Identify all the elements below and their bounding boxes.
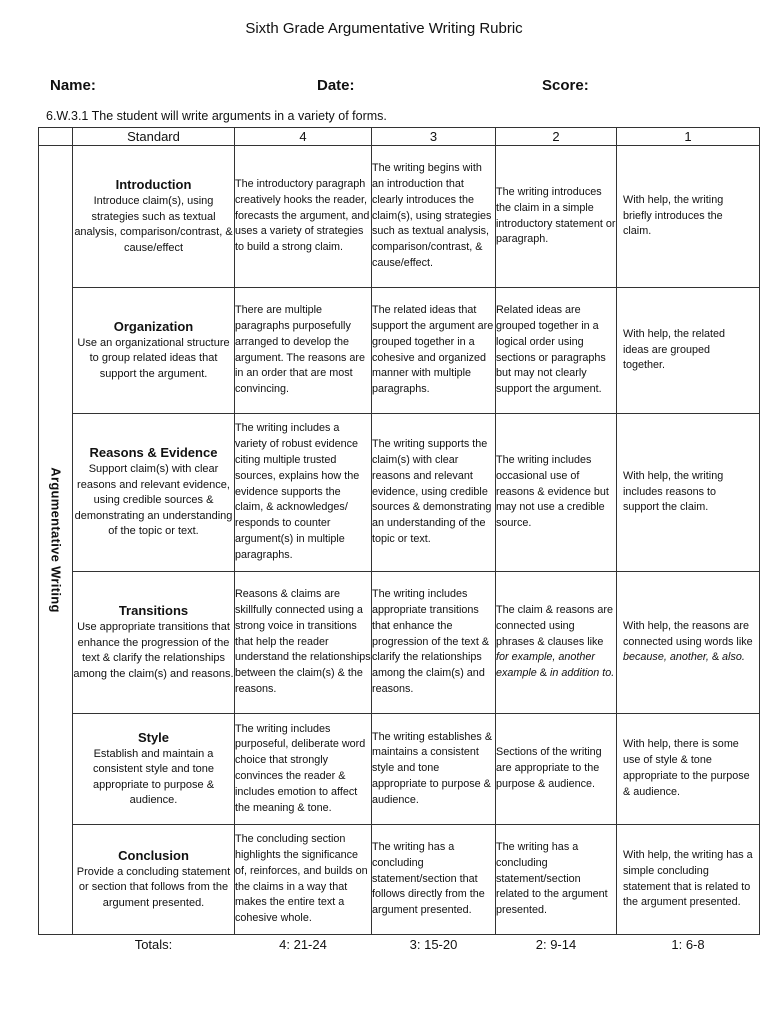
score3-cell: The writing supports the claim(s) with clear reasons and relevant evidence, using credible sources & demonstrating an understanding of the topic or text. — [372, 414, 496, 572]
score2-text: The claim & reasons are connected using phrases & clauses like — [496, 604, 614, 648]
score-label: Score: — [542, 77, 589, 94]
table-row — [39, 825, 760, 935]
standard-description: Use an organizational structure to group related ideas that support the argument. — [77, 336, 230, 380]
score1-cell: With help, the writing briefly introduces the claim. — [617, 146, 760, 288]
standard-title: Style — [137, 729, 170, 745]
score2-example-phrases: for example, another example — [496, 651, 596, 680]
score4-cell: The writing includes purposeful, deliberate word choice that strongly convinces the reader & includes emotion to affect the meaning & tone. — [235, 714, 372, 825]
score1-example-words: because, another, — [623, 651, 709, 664]
table-row — [39, 714, 760, 825]
standard-description: Introduce claim(s), using strategies such as textual analysis, comparison/contrast, & cause/effect — [74, 195, 233, 254]
standard-description: Support claim(s) with clear reasons and relevant evidence, using credible sources & demonstrating an understanding of the topic or text. — [74, 463, 233, 538]
score2-connector: & — [536, 667, 551, 680]
standard-description: Provide a concluding statement or section that follows from the argument presented. — [76, 865, 231, 909]
table-row — [39, 572, 760, 714]
rubric-table — [38, 127, 760, 953]
score1-cell: With help, the writing includes reasons to support the claim. — [617, 414, 760, 572]
score3-cell: The writing begins with an introduction that clearly introduces the claim(s), using strategies such as textual analysis, comparison/contrast, & cause/effect. — [372, 146, 496, 288]
standard-title: Reasons & Evidence — [89, 445, 218, 461]
standard-title: Transitions — [118, 603, 189, 618]
page-title: Sixth Grade Argumentative Writing Rubric — [245, 20, 523, 37]
score3-cell: The writing establishes & maintains a consistent style and tone appropriate to purpose & audience. — [372, 714, 496, 825]
totals-label: Totals: — [134, 936, 173, 952]
score1-connector: & — [708, 651, 723, 664]
header-row — [39, 128, 760, 146]
standard-description: Use appropriate transitions that enhance the progression of the text & clarify the relationships among the claim(s) and reasons. — [73, 621, 234, 680]
score4-cell: The introductory paragraph creatively hooks the reader, forecasts the argument, and uses a variety of strategies to build a strong claim. — [235, 146, 372, 288]
side-label-cell — [39, 146, 73, 935]
column-header-2: 2 — [496, 128, 617, 146]
score1-text: With help, the reasons are connected using words like — [623, 619, 753, 648]
standard-cell — [73, 146, 235, 288]
score3-cell: The writing has a concluding statement/section that follows directly from the argument presented. — [372, 825, 496, 935]
score2-cell: The writing has a concluding statement/section related to the argument presented. — [496, 825, 617, 935]
score3-cell: The related ideas that support the argument are grouped together in a cohesive and organized manner with multiple paragraphs. — [372, 288, 496, 414]
score3-cell: The writing includes appropriate transitions that enhance the progression of the text & clarify the relationships among the claim(s) and reasons. — [372, 572, 496, 714]
name-label: Name: — [50, 77, 96, 94]
column-header-3: 3 — [372, 128, 496, 146]
score1-cell: With help, the related ideas are grouped together. — [617, 288, 760, 414]
score2-cell: The writing includes occasional use of reasons & evidence but may not use a credible source. — [496, 414, 617, 572]
table-row — [39, 288, 760, 414]
table-row — [39, 146, 760, 288]
score1-example-word: also. — [722, 651, 745, 664]
score2-cell: Related ideas are grouped together in a logical order using sections or paragraphs but may not clearly support the argument. — [496, 288, 617, 414]
standard-title: Organization — [113, 318, 194, 334]
score1-cell: With help, the writing has a simple concluding statement that is related to the argument presented. — [617, 825, 760, 935]
standard-description: Establish and maintain a consistent style and tone appropriate to purpose & audience. — [92, 747, 215, 806]
header-blank — [39, 128, 73, 146]
date-label: Date: — [317, 77, 355, 94]
standard-code: 6.W.3.1 The student will write arguments in a variety of forms. — [46, 109, 387, 123]
side-label: Argumentative Writing — [48, 467, 63, 613]
standard-cell — [73, 825, 235, 935]
standard-cell — [73, 572, 235, 714]
standard-cell — [73, 288, 235, 414]
column-header-4: 4 — [235, 128, 372, 146]
score2-example-phrase: in addition to. — [550, 667, 615, 680]
totals-score1: 1: 6-8 — [671, 936, 705, 952]
table-row — [39, 414, 760, 572]
score2-cell: The writing introduces the claim in a simple introductory statement or paragraph. — [496, 146, 617, 288]
standard-cell — [73, 414, 235, 572]
score1-cell — [617, 572, 760, 714]
standard-cell — [73, 714, 235, 825]
totals-score2: 2: 9-14 — [535, 936, 577, 952]
score4-cell: Reasons & claims are skillfully connected using a strong voice in transitions that help the reader understand the relationships between the claim(s) & the reasons. — [235, 572, 372, 714]
totals-score4: 4: 21-24 — [279, 936, 327, 952]
totals-blank — [39, 935, 73, 954]
totals-score3: 3: 15-20 — [409, 936, 458, 952]
column-header-standard: Standard — [73, 128, 235, 146]
score4-cell: The writing includes a variety of robust evidence citing multiple trusted sources, explains how the evidence supports the claim, & acknowledges/ responds to counter argument(s) in multiple paragraphs. — [235, 414, 372, 572]
standard-title: Conclusion — [118, 847, 189, 863]
standard-title: Introduction — [115, 177, 192, 192]
score2-cell: Sections of the writing are appropriate to the purpose & audience. — [496, 714, 617, 825]
score4-cell: The concluding section highlights the significance of, reinforces, and builds on the claims in a way that makes the entire text a cohesive whole. — [235, 825, 372, 935]
score2-cell — [496, 572, 617, 714]
score1-cell: With help, there is some use of style & tone appropriate to the purpose & audience. — [617, 714, 760, 825]
totals-row — [39, 935, 760, 954]
score4-cell: There are multiple paragraphs purposefully arranged to develop the argument. The reasons are in an order that are most convincing. — [235, 288, 372, 414]
column-header-1: 1 — [617, 128, 760, 146]
